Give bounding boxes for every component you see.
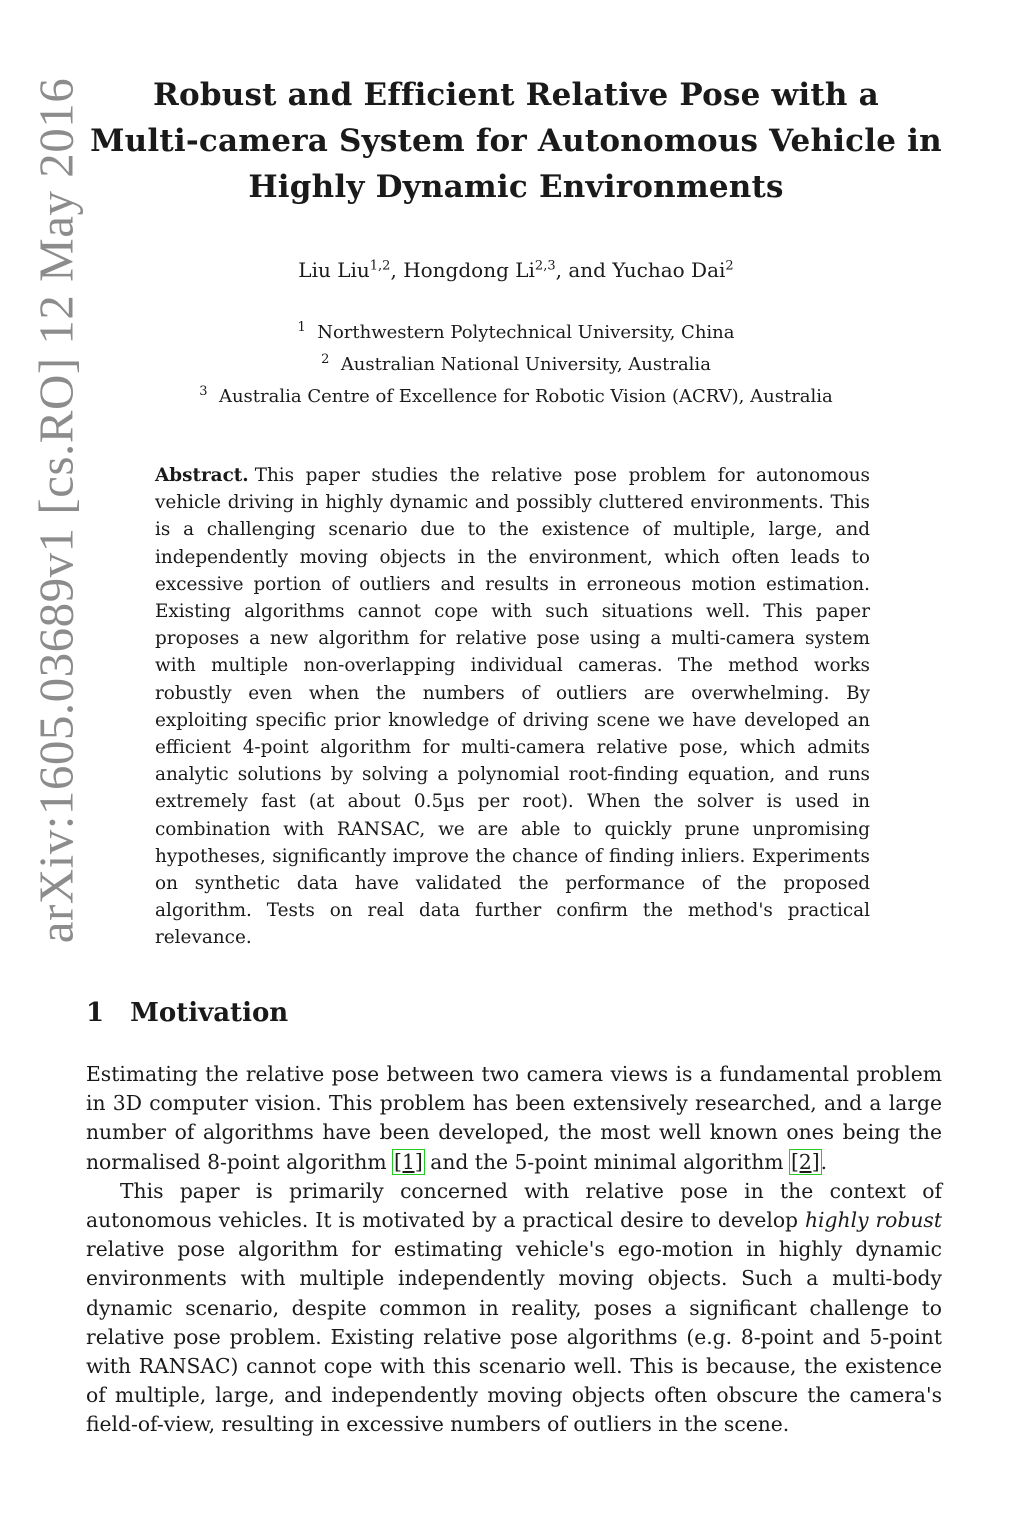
paragraph xyxy=(86,1060,942,1177)
title-line: Robust and Efficient Relative Pose with a xyxy=(153,77,879,113)
author-affiliation-mark: 2,3 xyxy=(534,258,556,274)
author-name: Yuchao Dai xyxy=(612,258,726,282)
affiliation-text: Australian National University, Australia xyxy=(340,354,711,375)
emphasized-text: highly robust xyxy=(804,1208,942,1233)
paragraph-text: relative pose algorithm for estimating vehicle's ego-motion in highly dynamic environments with multiple independently moving objects. Such a multi-body dynamic scenario, despite common in reality, poses a significant challenge to relative pose problem. Existing relative pose algorithms (e.g. 8-point and 5-point with RANSAC) cannot cope with this scenario well. This is because, the existence of multiple, large, and independently moving objects often obscure the camera's field-of-view, resulting in excessive numbers of outliers in the scene. xyxy=(86,1237,942,1437)
author-affiliation-mark: 1,2 xyxy=(369,258,391,274)
author-name: Liu Liu xyxy=(298,258,370,282)
arxiv-identifier-stamp xyxy=(24,60,88,960)
paragraph-text: This paper is primarily concerned with relative pose in the context of autonomous vehicles. It is motivated by a practical desire to develop xyxy=(86,1178,942,1233)
affiliation xyxy=(86,378,946,410)
paragraph-text: and the 5-point minimal algorithm xyxy=(423,1149,790,1174)
paragraph-text: Estimating the relative pose between two camera views is a fundamental problem in 3D computer vision. This problem has been extensively researched, and a large number of algorithms have been developed, the most well known ones being the normalised 8-point algorithm xyxy=(86,1062,942,1174)
affiliation-text: Australia Centre of Excellence for Robotic Vision (ACRV), Australia xyxy=(218,386,833,407)
section-body xyxy=(86,1060,942,1440)
affiliation-number: 2 xyxy=(321,352,330,367)
abstract-label: Abstract. xyxy=(155,465,249,486)
paragraph-text: . xyxy=(820,1149,828,1174)
citation-link[interactable]: [1] xyxy=(394,1149,423,1174)
arxiv-identifier-text: arXiv:1605.03689v1 [cs.RO] 12 May 2016 xyxy=(28,77,84,943)
affiliation-number: 3 xyxy=(199,384,208,399)
paper-title xyxy=(86,72,946,210)
section-title: Motivation xyxy=(130,998,289,1028)
affiliation xyxy=(86,314,946,346)
title-line: Multi-camera System for Autonomous Vehicle in xyxy=(90,123,942,159)
author-separator: , xyxy=(390,258,404,282)
author-list xyxy=(86,258,946,282)
abstract xyxy=(155,462,870,952)
abstract-text: This paper studies the relative pose problem for autonomous vehicle driving in highly dynamic and possibly cluttered environments. This is a challenging scenario due to the existence of multiple, large, and independently moving objects in the environment, which often leads to excessive portion of outliers and results in erroneous motion estimation. Existing algorithms cannot cope with such situations well. This paper proposes a new algorithm for relative pose using a multi-camera system with multiple non-overlapping individual cameras. The method works robustly even when the numbers of outliers are overwhelming. By exploiting specific prior knowledge of driving scene we have developed an efficient 4-point algorithm for multi-camera relative pose, which admits analytic solutions by solving a polynomial root-finding equation, and runs extremely fast (at about 0.5µs per root). When the solver is used in combination with RANSAC, we are able to quickly prune unpromising hypotheses, significantly improve the chance of finding inliers. Experiments on synthetic data have validated the performance of the proposed algorithm. Tests on real data further confirm the method's practical relevance. xyxy=(155,465,870,949)
affiliation-number: 1 xyxy=(297,320,306,335)
citation-link[interactable]: [2] xyxy=(790,1149,820,1174)
affiliation-text: Northwestern Polytechnical University, China xyxy=(317,322,735,343)
title-line: Highly Dynamic Environments xyxy=(248,169,784,205)
author-separator: , and xyxy=(555,258,613,282)
section-number: 1 xyxy=(86,998,105,1028)
author-affiliation-mark: 2 xyxy=(725,258,734,274)
author-name: Hongdong Li xyxy=(403,258,535,282)
section-heading xyxy=(86,998,288,1028)
affiliation-list xyxy=(86,314,946,410)
affiliation xyxy=(86,346,946,378)
paragraph xyxy=(86,1177,942,1440)
